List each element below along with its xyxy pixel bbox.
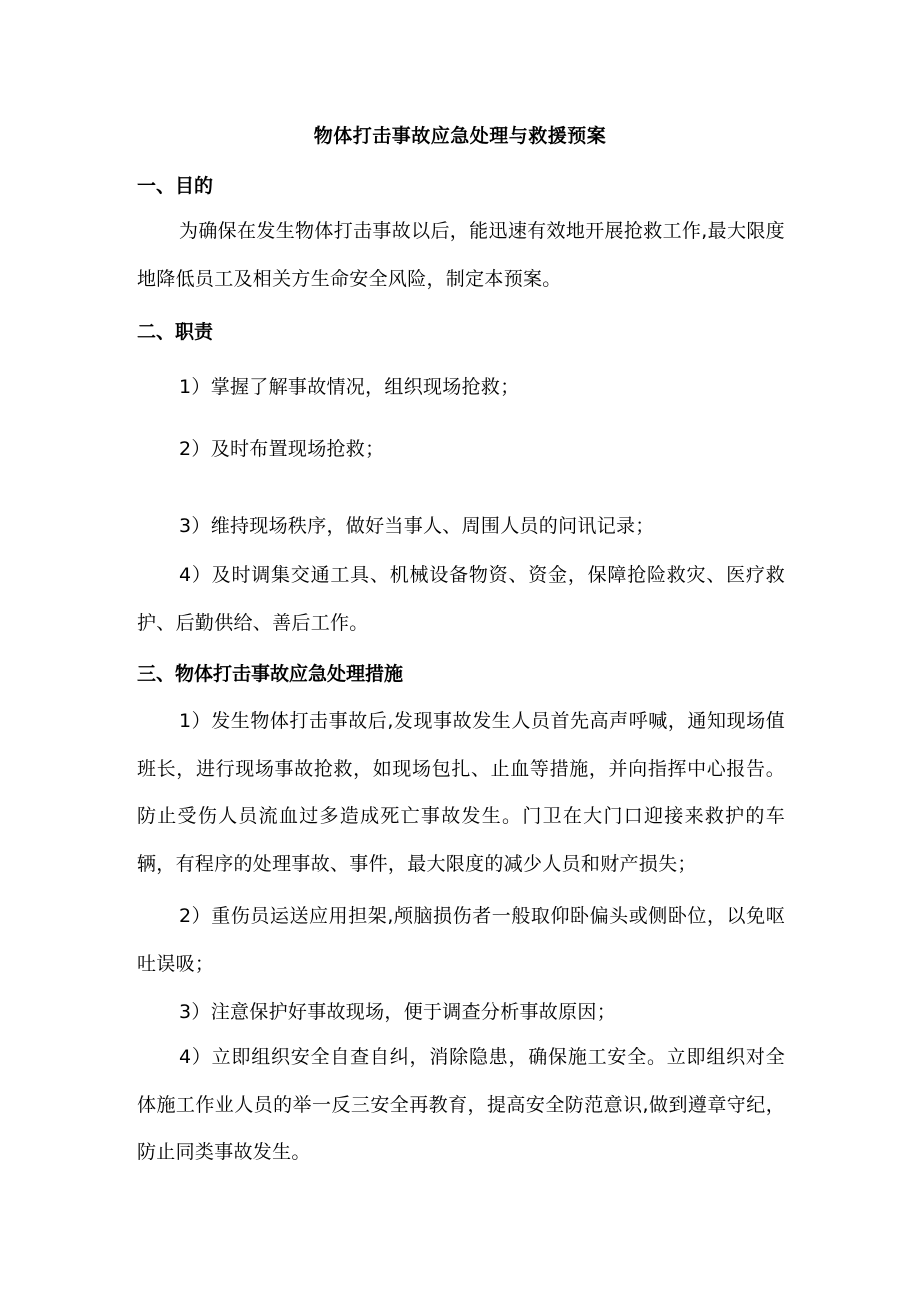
document-title: 物体打击事故应急处理与救援预案 xyxy=(313,125,607,147)
paragraph-responsibility-4: 4）及时调集交通工具、机械设备物资、资金，保障抢险救灾、医疗救护、后勤供给、善后工作。 xyxy=(137,564,785,634)
section-heading-responsibilities: 二、职责 xyxy=(137,321,214,343)
paragraph-responsibility-2: 2）及时布置现场抢救； xyxy=(179,438,385,460)
section-heading-purpose: 一、目的 xyxy=(137,175,214,197)
paragraph-purpose: 为确保在发生物体打击事故以后，能迅速有效地开展抢救工作,最大限度地降低员工及相关方生命安全风险，制定本预案。 xyxy=(137,220,785,290)
paragraph-measure-1: 1）发生物体打击事故后,发现事故发生人员首先高声呼喊，通知现场值班长，进行现场事故抢救，如现场包扎、止血等措施，并向指挥中心报告。防止受伤人员流血过多造成死亡事故发生。门卫在大门口迎接来救护的车辆，有程序的处理事故、事件，最大限度的减少人员和财产损失； xyxy=(137,710,785,875)
paragraph-measure-2: 2）重伤员运送应用担架,颅脑损伤者一般取仰卧偏头或侧卧位，以免呕吐误吸； xyxy=(137,905,785,975)
paragraph-measure-3: 3）注意保护好事故现场，便于调查分析事故原因； xyxy=(179,1001,616,1023)
section-heading-measures: 三、物体打击事故应急处理措施 xyxy=(137,663,404,685)
paragraph-responsibility-3: 3）维持现场秩序，做好当事人、周围人员的问讯记录； xyxy=(179,515,655,537)
paragraph-responsibility-1: 1）掌握了解事故情况，组织现场抢救； xyxy=(179,376,520,398)
paragraph-measure-4: 4）立即组织安全自查自纠，消除隐患，确保施工安全。立即组织对全体施工作业人员的举一反三安全再教育，提高安全防范意识,做到遵章守纪，防止同类事故发生。 xyxy=(137,1046,785,1163)
